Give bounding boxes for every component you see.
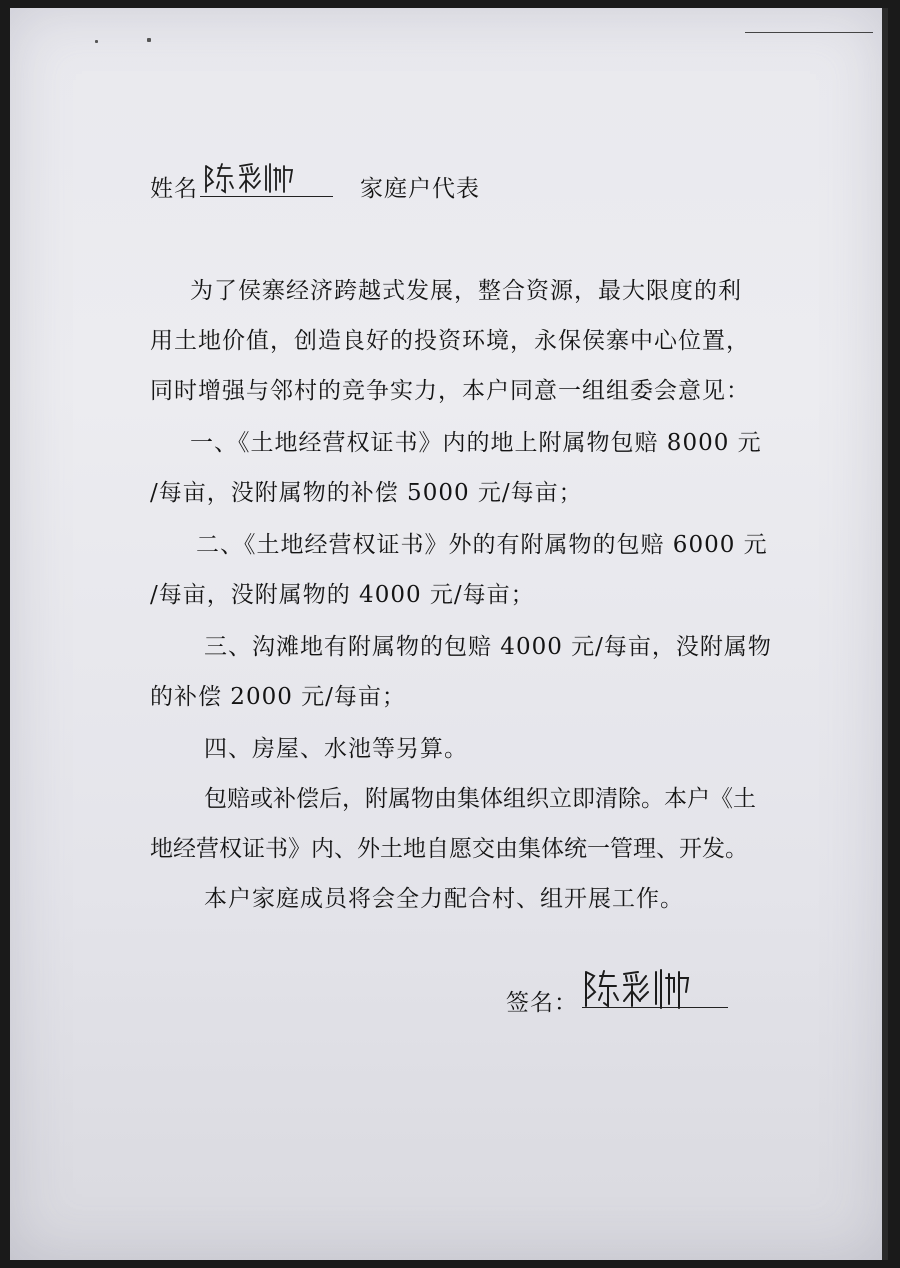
- item3-line-1: 三、沟滩地有附属物的包赔 4000 元/每亩，没附属物: [204, 634, 772, 660]
- intro-line-2: 用土地价值，创造良好的投资环境，永保侯寨中心位置，: [150, 328, 750, 354]
- item1-line-1: 一、《土地经营权证书》内的地上附属物包赔 8000 元: [190, 430, 762, 456]
- item1-line-2: /每亩，没附属物的补偿 5000 元/每亩；: [150, 480, 583, 506]
- intro-line-3: 同时增强与邻村的竞争实力，本户同意一组组委会意见：: [150, 378, 750, 404]
- name-label: 姓名: [150, 176, 198, 202]
- handwritten-signature: [582, 966, 692, 1010]
- role-text: 家庭户代表: [360, 176, 480, 202]
- item2-line-2: /每亩，没附属物的 4000 元/每亩；: [150, 582, 535, 608]
- top-rule: [745, 32, 873, 33]
- handwritten-name: [200, 160, 300, 196]
- name-underline: [200, 196, 333, 197]
- item2-line-1: 二、《土地经营权证书》外的有附属物的包赔 6000 元: [196, 532, 768, 558]
- signature-label: 签名：: [506, 990, 578, 1016]
- dust-speck: [147, 38, 151, 42]
- clearance-line-2: 地经营权证书》内、外土地自愿交由集体统一管理、开发。: [150, 836, 748, 862]
- item4-line: 四、房屋、水池等另算。: [204, 736, 468, 762]
- item3-line-2: 的补偿 2000 元/每亩；: [150, 684, 406, 710]
- cooperation-line: 本户家庭成员将会全力配合村、组开展工作。: [204, 886, 684, 912]
- intro-line-1: 为了侯寨经济跨越式发展，整合资源，最大限度的利: [190, 278, 742, 304]
- dust-speck: [95, 40, 98, 43]
- signature-underline: [582, 1007, 728, 1008]
- clearance-line-1: 包赔或补偿后，附属物由集体组织立即清除。本户《土: [204, 786, 756, 812]
